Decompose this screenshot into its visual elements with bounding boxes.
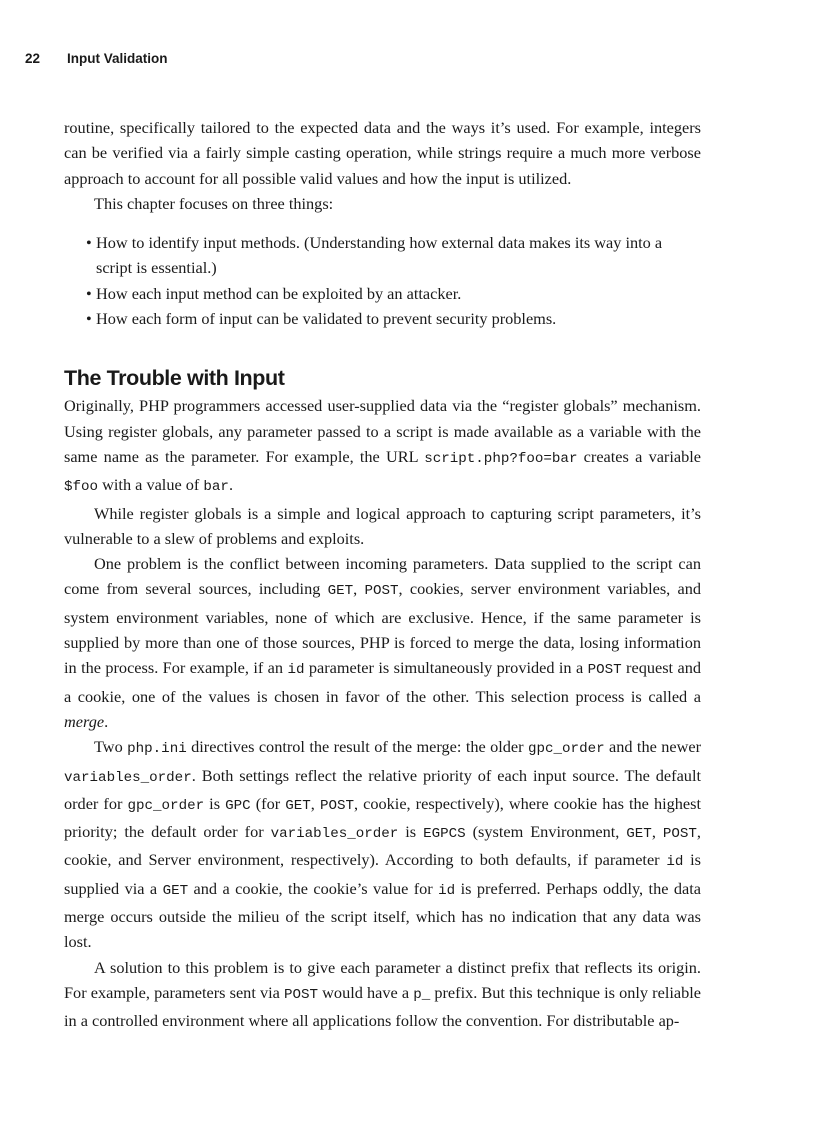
- paragraph-directives: Two php.ini directives control the result of the merge: the older gpc_order and the newer variables_order. Both settings reflect the relative priority of each input source. The default order for gpc_order is GPC (for GET, POST, cookie, respectively), where cookie has the highest priority; the default order for variables_order is EGPCS (system Environment, GET, POST, cookie, and Server environment, respectively). According to both defaults, if parameter id is supplied via a GET and a cookie, the cookie’s value for id is preferred. Perhaps oddly, the data merge occurs outside the milieu of the script itself, which has no indication that any data was lost.: [64, 737, 701, 952]
- paragraph-prefix-solution: A solution to this problem is to give each parameter a distinct prefix that reflects its origin. For example, parameters sent via POST would have a p_ prefix. But this technique is only reliable in a controlled environment where all applications follow the convention. For distributable ap-: [64, 957, 701, 1031]
- inline-code: id: [438, 882, 456, 899]
- inline-code: POST: [587, 662, 622, 679]
- page-number: 22: [25, 51, 41, 66]
- inline-code: php.ini: [127, 741, 187, 758]
- inline-code: gpc_order: [527, 741, 605, 758]
- intro-paragraph: routine, specifically tailored to the expected data and the ways it’s used. For example, integers can be verified via a fairly simple casting operation, while strings require a much more verbose approach to account for all possible valid values and how the input is utilized.: [64, 118, 701, 188]
- emphasis: merge: [64, 711, 105, 731]
- list-item: [86, 281, 701, 306]
- bullet-icon: •: [86, 309, 92, 329]
- running-header: [25, 51, 168, 66]
- inline-code: script.php?foo=bar: [424, 450, 578, 467]
- inline-code: id: [666, 854, 684, 871]
- inline-code: gpc_order: [127, 797, 205, 814]
- list-item-text: How each input method can be exploited by an attacker.: [96, 283, 462, 303]
- list-item-text: How each form of input can be validated to prevent security problems.: [96, 309, 557, 329]
- inline-code: variables_order: [270, 826, 399, 843]
- inline-code: POST: [283, 986, 319, 1003]
- inline-code: GET: [626, 826, 652, 843]
- intro-lead-in: This chapter focuses on three things:: [94, 193, 334, 213]
- body-text: [64, 115, 701, 1034]
- list-item: [86, 230, 701, 281]
- focus-list: [64, 230, 701, 331]
- inline-code: $foo: [64, 479, 99, 496]
- bullet-icon: •: [86, 233, 92, 253]
- inline-code: POST: [364, 583, 399, 600]
- inline-code: id: [287, 662, 305, 679]
- list-item: [86, 306, 701, 331]
- inline-code: p_: [413, 986, 431, 1003]
- inline-code: bar: [203, 479, 229, 496]
- inline-code: GPC: [225, 797, 251, 814]
- inline-code: GET: [162, 882, 189, 899]
- list-item-text: How to identify input methods. (Understanding how external data makes its way into a script is essential.): [96, 233, 663, 278]
- chapter-title: Input Validation: [67, 51, 168, 66]
- paragraph-conflict: One problem is the conflict between incoming parameters. Data supplied to the script can come from several sources, including GET, POST, cookies, server environment variables, and system environment variables, none of which are exclusive. Hence, if the same parameter is supplied by more than one of those sources, PHP is forced to merge the data, losing information in the process. For example, if an id parameter is simultaneously provided in a POST request and a cookie, one of the values is chosen in favor of the other. This selection process is called a merge.: [64, 554, 702, 731]
- paragraph-vulnerable: While register globals is a simple and logical approach to capturing script parameters, it’s vulnerable to a slew of problems and exploits.: [64, 503, 701, 548]
- inline-code: GET: [285, 797, 311, 814]
- bullet-icon: •: [86, 283, 92, 303]
- inline-code: EGPCS: [423, 826, 466, 843]
- paragraph-register-globals: Originally, PHP programmers accessed user-supplied data via the “register globals” mechanism. Using register globals, any parameter passed to a script is made available as a variable with the same name as the parameter. For example, the URL script.php?foo=bar creates a variable $foo with a value of bar.: [64, 396, 701, 496]
- inline-code: POST: [319, 797, 354, 814]
- inline-code: POST: [662, 826, 697, 843]
- section-heading: The Trouble with Input: [64, 366, 285, 391]
- inline-code: variables_order: [64, 769, 192, 786]
- inline-code: GET: [327, 583, 354, 600]
